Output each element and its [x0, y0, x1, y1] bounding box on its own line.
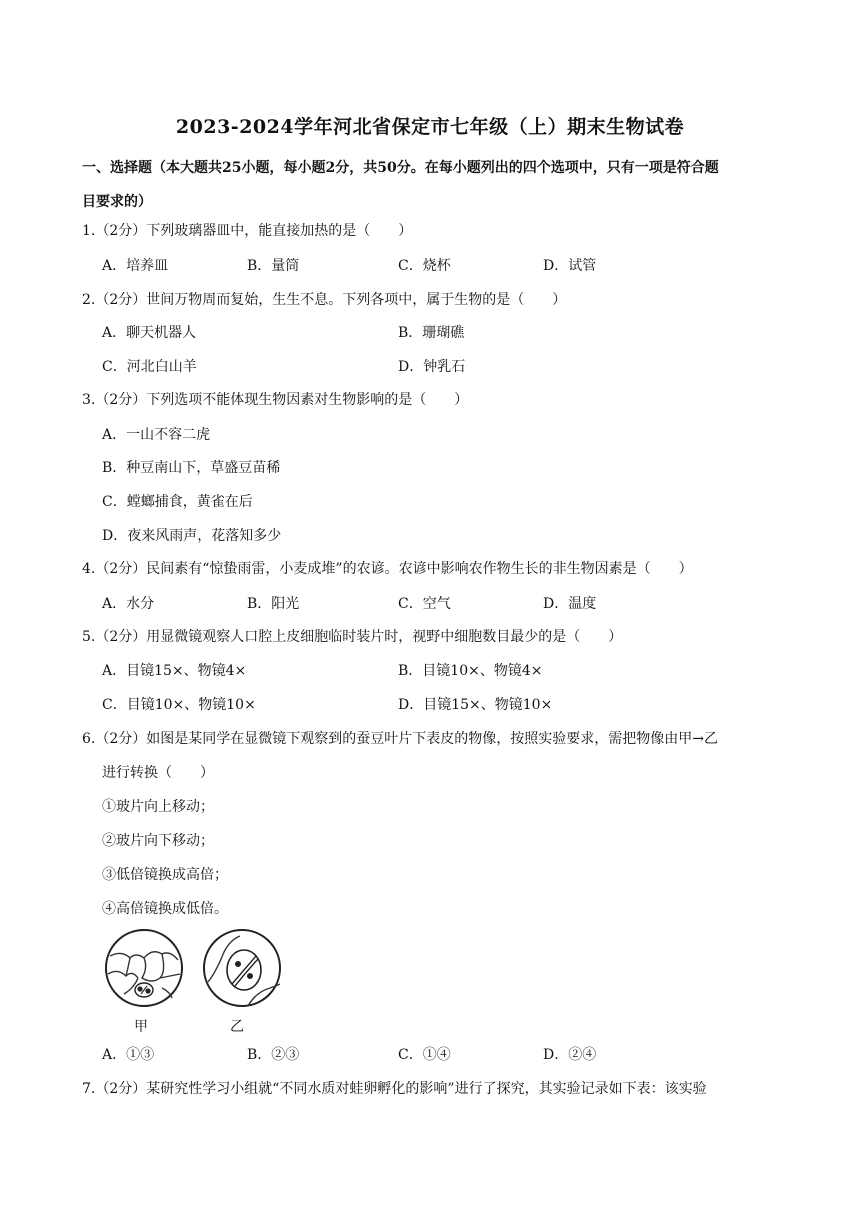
question-5-option-a: A．目镜15×、物镜4× [102, 663, 247, 679]
question-6-step-4: ④高倍镜换成低倍。 [102, 901, 228, 917]
question-6-option-a: A．①③ [102, 1047, 155, 1063]
question-2-option-c: C．河北白山羊 [102, 359, 197, 375]
question-6-option-d: D．②④ [543, 1047, 597, 1063]
microscope-figure [100, 928, 290, 1040]
question-3-option-d: D．夜来风雨声，花落知多少 [102, 528, 282, 544]
question-4-option-b: B．阳光 [247, 596, 300, 612]
question-3-option-c: C．螳螂捕食，黄雀在后 [102, 494, 253, 510]
question-1-option-a: A．培养皿 [102, 258, 169, 274]
question-1-option-d: D．试管 [543, 258, 597, 274]
section-heading-line1: 一、选择题（本大题共25小题，每小题2分，共50分。在每小题列出的四个选项中，只有一项是符合题 [82, 160, 719, 176]
question-3-option-b: B．种豆南山下，草盛豆苗稀 [102, 460, 281, 476]
view-jia [106, 930, 182, 1006]
question-4-option-d: D．温度 [543, 596, 597, 612]
label-jia: 甲 [134, 1019, 148, 1035]
question-6-step-2: ②玻片向下移动； [102, 833, 214, 849]
view-yi [204, 930, 280, 1006]
question-5-option-c: C．目镜10×、物镜10× [102, 697, 256, 713]
section-heading-line2: 目要求的） [82, 194, 152, 210]
question-5-stem: 5.（2分）用显微镜观察人口腔上皮细胞临时装片时，视野中细胞数目最少的是（ ） [82, 629, 623, 645]
question-4-stem: 4.（2分）民间素有“惊蛰雨雷，小麦成堆”的农谚。农谚中影响农作物生长的非生物因素是（ ） [82, 561, 693, 577]
question-2-stem: 2.（2分）世间万物周而复始，生生不息。下列各项中，属于生物的是（ ） [82, 292, 567, 308]
question-4-option-a: A．水分 [102, 596, 155, 612]
question-2-option-b: B．珊瑚礁 [398, 325, 465, 341]
question-2-option-d: D．钟乳石 [398, 359, 466, 375]
question-1-option-c: C．烧杯 [398, 258, 451, 274]
question-3-option-a: A．一山不容二虎 [102, 427, 211, 443]
question-7-stem: 7.（2分）某研究性学习小组就“不同水质对蛙卵孵化的影响”进行了探究，其实验记录如下表：该实验 [82, 1081, 707, 1097]
question-5-option-b: B．目镜10×、物镜4× [398, 663, 543, 679]
question-1-stem: 1.（2分）下列玻璃器皿中，能直接加热的是（ ） [82, 223, 413, 239]
microscope-view-diagram [100, 928, 290, 1040]
question-6-option-c: C．①④ [398, 1047, 451, 1063]
question-6-option-b: B．②③ [247, 1047, 300, 1063]
exam-title: 2023-2024学年河北省保定市七年级（上）期末生物试卷 [175, 116, 685, 138]
question-5-option-d: D．目镜15×、物镜10× [398, 697, 553, 713]
question-1-option-b: B．量筒 [247, 258, 300, 274]
question-6-step-1: ①玻片向上移动； [102, 799, 214, 815]
question-2-option-a: A．聊天机器人 [102, 325, 197, 341]
label-yi: 乙 [230, 1019, 244, 1035]
question-6-step-3: ③低倍镜换成高倍； [102, 867, 228, 883]
question-4-option-c: C．空气 [398, 596, 451, 612]
question-3-stem: 3.（2分）下列选项不能体现生物因素对生物影响的是（ ） [82, 392, 469, 408]
question-6-stem-line1: 6.（2分）如图是某同学在显微镜下观察到的蚕豆叶片下表皮的物像，按照实验要求，需把物像由甲→乙 [82, 731, 718, 747]
question-6-stem-line2: 进行转换（ ） [102, 765, 214, 781]
